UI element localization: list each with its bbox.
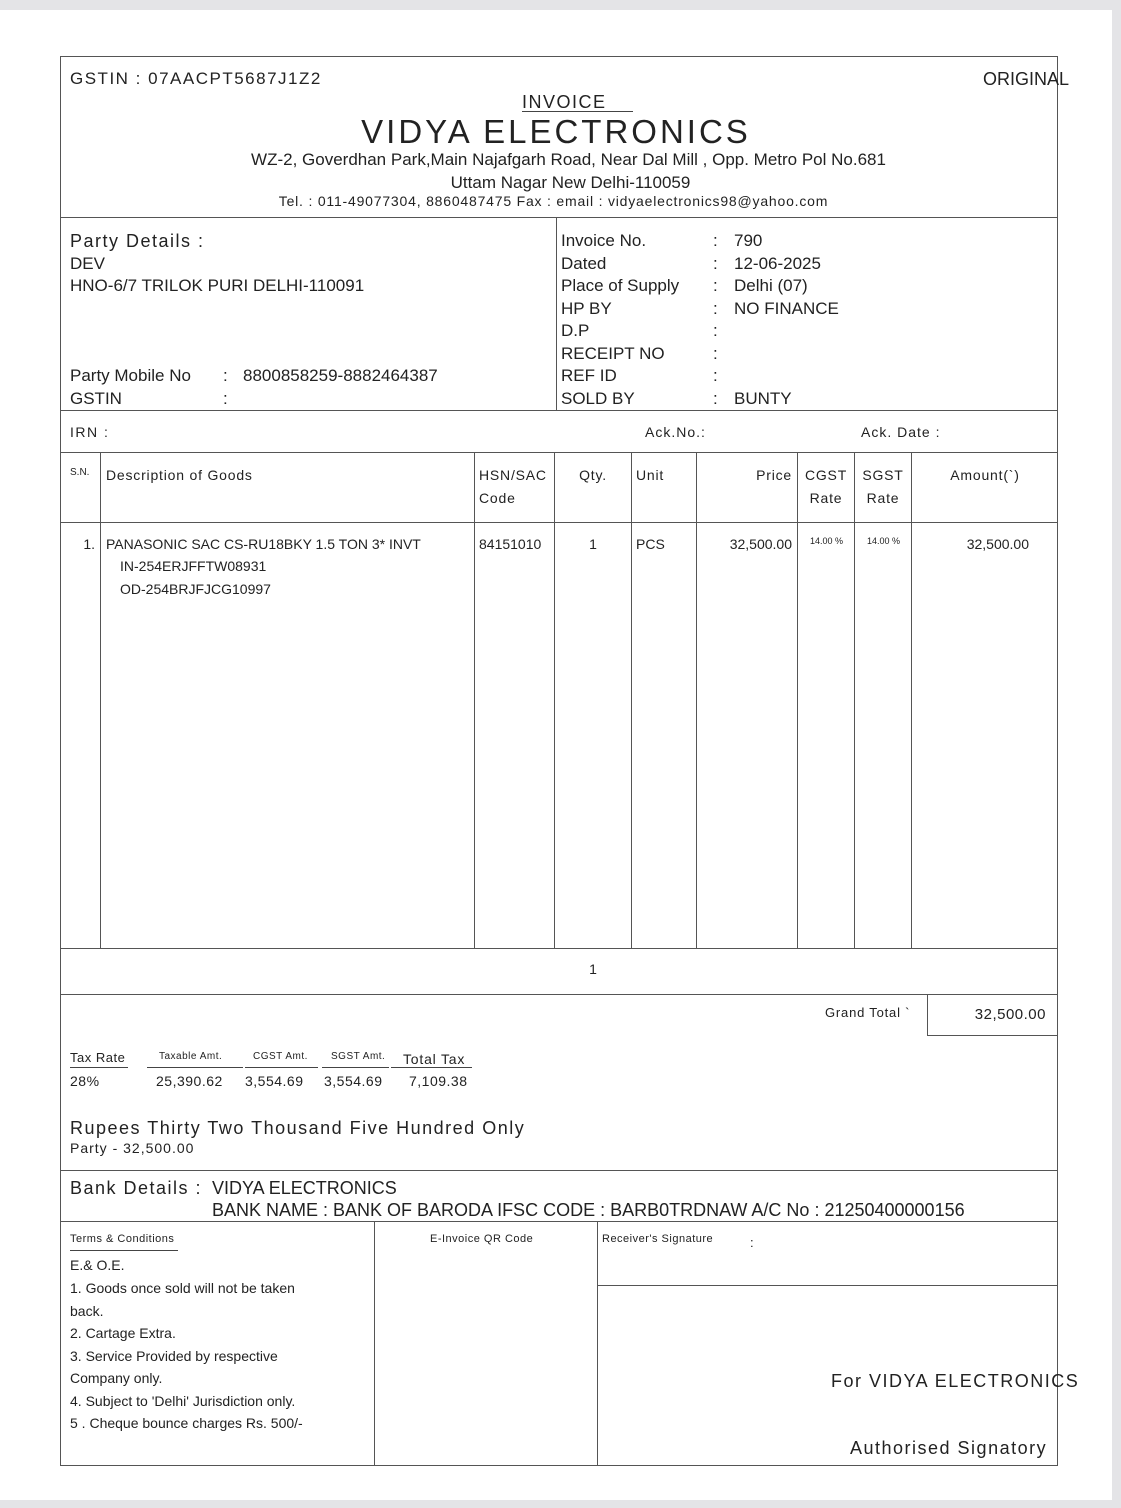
total-qty: 1 [589,961,597,977]
row-unit: PCS [636,536,665,552]
th-hsn: HSN/SAC [479,467,547,483]
th-description: Description of Goods [106,467,253,483]
col-line-cgst [854,452,855,948]
amount-in-words: Rupees Thirty Two Thousand Five Hundred Only [70,1118,526,1138]
th-sn: S.N. [70,467,90,478]
divider-terms-qr [374,1221,375,1466]
row-qty: 1 [589,536,597,552]
party-gstin-label: GSTIN [70,389,122,408]
ack-no-label: Ack.No.: [645,424,706,440]
divider-footer-top [60,1221,1058,1222]
sgst-amt-underline [322,1067,389,1068]
cgst-amt-header: CGST Amt. [253,1051,308,1062]
bank-account-name: VIDYA ELECTRONICS [212,1178,397,1198]
th-sgst-rate: Rate [866,490,900,506]
doc-title-underline [522,111,633,112]
th-qty: Qty. [579,467,607,483]
cgst-amt-value: 3,554.69 [245,1073,304,1089]
party-mobile-colon: : [223,366,228,385]
total-tax-header: Total Tax [403,1051,466,1067]
meta-label-invoice-no: Invoice No. [561,231,647,250]
taxable-amt-underline [147,1067,243,1068]
grand-total-label: Grand Total ` [825,1005,911,1020]
company-address-line2: Uttam Nagar New Delhi-110059 [450,173,691,192]
party-heading: Party Details : [70,231,205,251]
meta-label-sold-by: SOLD BY [561,389,635,408]
terms-line: 3. Service Provided by respective [70,1348,278,1364]
th-cgst: CGST [804,467,848,483]
company-address-line1: WZ-2, Goverdhan Park,Main Najafgarh Road, Near Dal Mill , Opp. Metro Pol No.681 [251,150,886,169]
terms-line: E.& O.E. [70,1257,125,1273]
meta-label-hp-by: HP BY [561,299,612,318]
total-tax-value: 7,109.38 [409,1073,468,1089]
meta-value-dated: 12-06-2025 [734,254,821,273]
tax-rate-underline [70,1067,128,1068]
th-unit: Unit [636,467,665,483]
meta-label-dated: Dated [561,254,607,273]
terms-heading: Terms & Conditions [70,1233,175,1245]
meta-value-sold-by: BUNTY [734,389,792,408]
th-sgst: SGST [862,467,904,483]
party-address: HNO-6/7 TRILOK PURI DELHI-110091 [70,276,365,295]
total-tax-underline [391,1067,472,1068]
irn-label: IRN : [70,424,110,440]
terms-line: back. [70,1303,104,1319]
ack-date-label: Ack. Date : [861,424,941,440]
row-sn: 1. [83,536,95,552]
meta-label-ref-id: REF ID [561,366,617,385]
divider-table-top [60,452,1058,453]
sgst-amt-value: 3,554.69 [324,1073,383,1089]
taxable-amt-header: Taxable Amt. [159,1051,223,1062]
divider-receiver [597,1285,1058,1286]
col-line-sgst [911,452,912,948]
col-line-hsn [554,452,555,948]
terms-line: 5 . Cheque bounce charges Rs. 500/- [70,1415,303,1431]
row-price: 32,500.00 [729,536,792,552]
meta-colon: : [713,254,718,273]
terms-line: 4. Subject to 'Delhi' Jurisdiction only. [70,1393,296,1409]
row-cgst-rate: 14.00 % [810,536,844,546]
meta-colon: : [713,276,718,295]
company-contact: Tel. : 011-49077304, 8860487475 Fax : email : vidyaelectronics98@yahoo.com [278,193,829,209]
th-price: Price [756,467,792,483]
terms-line: Company only. [70,1370,163,1386]
meta-value-invoice-no: 790 [734,231,763,250]
col-line-price [797,452,798,948]
tax-rate-value: 28% [70,1073,100,1089]
meta-label-dp: D.P [561,321,590,340]
divider-totals-top [60,994,1058,995]
col-line-desc [474,452,475,948]
row-sgst-rate: 14.00 % [867,536,901,546]
th-hsn-code: Code [479,490,516,506]
meta-label-place-of-supply: Place of Supply [561,276,680,295]
authorised-signatory: Authorised Signatory [850,1438,1048,1458]
terms-line: 2. Cartage Extra. [70,1325,176,1341]
col-line-qty [631,452,632,948]
receiver-signature-colon: : [750,1235,754,1250]
col-line-unit [696,452,697,948]
meta-colon: : [713,299,718,318]
cgst-amt-underline [245,1067,318,1068]
col-line-sn [100,452,101,948]
doc-title: INVOICE [522,92,607,112]
row-description: PANASONIC SAC CS-RU18BKY 1.5 TON 3* INVT [106,536,421,552]
terms-heading-underline [70,1250,178,1251]
meta-colon: : [713,366,718,385]
bank-info: BANK NAME : BANK OF BARODA IFSC CODE : BARB0TRDNAW A/C No : 21250400000156 [212,1200,965,1220]
party-name: DEV [70,254,105,273]
party-gstin-colon: : [223,389,228,408]
invoice-frame [60,56,1058,1466]
grand-total-value: 32,500.00 [974,1006,1046,1023]
row-amount: 32,500.00 [966,536,1029,552]
divider-table-bottom [60,948,1058,949]
copy-label: ORIGINAL [983,69,1070,89]
party-amount: Party - 32,500.00 [70,1140,195,1156]
divider-irn-top [60,410,1058,411]
meta-colon: : [713,389,718,408]
party-mobile-label: Party Mobile No [70,366,191,385]
row-serial-indoor: IN-254ERJFFTW08931 [120,558,267,574]
row-hsn: 84151010 [479,536,542,552]
meta-value-hp-by: NO FINANCE [734,299,839,318]
meta-label-receipt-no: RECEIPT NO [561,344,665,363]
bank-details-label: Bank Details : [70,1178,203,1198]
meta-colon: : [713,231,718,250]
meta-value-place-of-supply: Delhi (07) [734,276,808,295]
party-mobile-value: 8800858259-8882464387 [243,366,438,385]
sgst-amt-header: SGST Amt. [331,1051,386,1062]
company-name: VIDYA ELECTRONICS [361,113,751,150]
row-serial-outdoor: OD-254BRJFJCG10997 [120,581,271,597]
th-cgst-rate: Rate [809,490,843,506]
qr-code-label: E-Invoice QR Code [430,1233,534,1245]
meta-colon: : [713,321,718,340]
divider-table-header [60,522,1058,523]
terms-line: 1. Goods once sold will not be taken [70,1280,295,1296]
th-amount: Amount(`) [950,467,1020,483]
for-company: For VIDYA ELECTRONICS [831,1371,1080,1391]
receiver-signature-label: Receiver's Signature [602,1233,714,1245]
taxable-amt-value: 25,390.62 [156,1073,223,1089]
divider-qr-sign [597,1221,598,1466]
divider-party-meta [556,217,557,410]
tax-rate-header: Tax Rate [70,1050,126,1065]
divider-bank-top [60,1170,1058,1171]
divider-header [60,217,1058,218]
meta-colon: : [713,344,718,363]
company-gstin: GSTIN : 07AACPT5687J1Z2 [70,69,322,88]
